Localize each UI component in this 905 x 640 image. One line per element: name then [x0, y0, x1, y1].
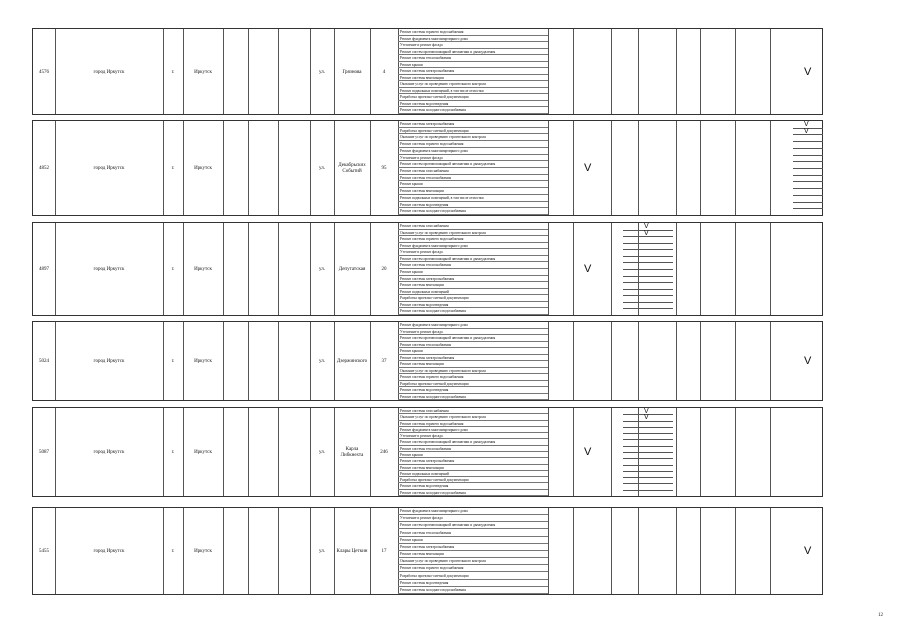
city-name: Иркутск [194, 267, 212, 272]
work-item: Ремонт системы холодного водоснабжения [398, 308, 548, 315]
record-id: 5087 [39, 450, 49, 455]
record-id: 5024 [39, 359, 49, 364]
street-name: Клары Цеткин [336, 549, 368, 554]
works-list [398, 223, 548, 315]
street-type: ул. [318, 549, 326, 554]
city-name: Иркутск [194, 450, 212, 455]
column-divider [573, 322, 574, 400]
column-divider [638, 322, 639, 400]
sub-grid-line [623, 243, 673, 244]
sub-grid [623, 223, 673, 317]
column-divider [611, 322, 612, 400]
sub-grid [793, 121, 823, 217]
small-check-mark: V [644, 414, 649, 422]
work-item: Ремонт системы вентиляции [398, 282, 548, 289]
settlement-type: г. [171, 450, 175, 455]
city-name: Иркутск [194, 166, 212, 171]
column-divider [548, 408, 549, 496]
work-item: Ремонт системы горячего водоснабжения [398, 565, 548, 572]
small-check-mark: V [644, 229, 649, 237]
sub-grid-line [793, 181, 823, 182]
sub-grid-line [623, 302, 673, 303]
work-item: Ремонт системы холодного водоснабжения [398, 107, 548, 114]
street-type: ул. [318, 359, 326, 364]
work-item: Разработка проектно-сметной документации [398, 381, 548, 388]
small-check-mark: V [804, 121, 809, 128]
column-divider [676, 223, 677, 315]
sub-grid-line [623, 433, 673, 434]
settlement-name: город Иркутск [93, 359, 125, 364]
check-mark: V [804, 355, 812, 367]
street-name: Депутатская [338, 267, 366, 272]
check-mark: V [584, 162, 592, 174]
column-divider [248, 121, 249, 215]
record-block [32, 120, 823, 216]
record-id: 4897 [39, 267, 49, 272]
column-divider [223, 121, 224, 215]
column-divider [278, 223, 279, 315]
record-block [32, 321, 823, 401]
work-item: Ремонт системы газоснабжения [398, 168, 548, 175]
work-item: Ремонт системы газоснабжения [398, 408, 548, 414]
column-divider [735, 121, 736, 215]
city-name: Иркутск [194, 69, 212, 75]
column-divider [676, 322, 677, 400]
work-item: Ремонт фундамента многоквартирного дома [398, 36, 548, 43]
work-item: Ремонт систем противопожарной автоматики и дымоудаления [398, 256, 548, 263]
house-number: 37 [381, 359, 387, 364]
sub-grid-line [793, 175, 823, 176]
record-id: 4852 [39, 166, 49, 171]
column-divider [735, 29, 736, 114]
house-number: 4 [382, 69, 386, 75]
column-divider [248, 322, 249, 400]
work-item: Ремонт крыши [398, 537, 548, 544]
work-item: Ремонт систем противопожарной автоматики и дымоудаления [398, 335, 548, 342]
work-item: Ремонт системы теплоснабжения [398, 262, 548, 269]
settlement-type: г. [171, 267, 175, 272]
work-item: Ремонт подвальных помещений, в том числе отмостки [398, 88, 548, 95]
page-number: 12 [878, 613, 883, 618]
sub-grid-line [623, 295, 673, 296]
work-item: Ремонт системы горячего водоснабжения [398, 141, 548, 148]
work-item: Ремонт крыши [398, 62, 548, 69]
column-divider [700, 508, 701, 594]
column-divider [735, 408, 736, 496]
column-divider [611, 121, 612, 215]
check-mark: V [804, 545, 812, 557]
work-item: Ремонт системы электроснабжения [398, 276, 548, 283]
work-item: Ремонт крыши [398, 181, 548, 188]
column-divider [611, 408, 612, 496]
settlement-type: г. [171, 359, 175, 364]
settlement-type: г. [171, 69, 175, 75]
works-list [398, 322, 548, 400]
sub-grid-line [623, 276, 673, 277]
work-item: Ремонт системы электроснабжения [398, 544, 548, 551]
column-divider [248, 223, 249, 315]
works-list [398, 408, 548, 496]
column-divider [278, 29, 279, 114]
work-item: Оказание услуг по проведению строительного контроля [398, 368, 548, 375]
column-divider [770, 322, 771, 400]
work-item: Разработка проектно-сметной документации [398, 477, 548, 483]
works-list [398, 29, 548, 114]
column-divider [700, 29, 701, 114]
sub-grid-line [793, 208, 823, 209]
column-divider [676, 121, 677, 215]
work-item: Ремонт системы теплоснабжения [398, 446, 548, 452]
column-divider [638, 29, 639, 114]
column-divider [573, 508, 574, 594]
column-divider [573, 121, 574, 215]
work-item: Ремонт крыши [398, 269, 548, 276]
sub-grid-line [623, 490, 673, 491]
house-number: 20 [381, 267, 387, 272]
work-item: Ремонт системы вентиляции [398, 75, 548, 82]
street-type: ул. [318, 166, 326, 171]
work-item: Ремонт системы электроснабжения [398, 121, 548, 128]
column-divider [611, 29, 612, 114]
work-item: Ремонт фундамента многоквартирного дома [398, 508, 548, 515]
sub-grid-line [623, 471, 673, 472]
column-divider [611, 508, 612, 594]
sub-grid-line [623, 483, 673, 484]
sub-grid-line [793, 195, 823, 196]
work-item: Ремонт системы горячего водоснабжения [398, 421, 548, 427]
work-item: Ремонт системы вентиляции [398, 188, 548, 195]
column-divider [248, 408, 249, 496]
sub-grid-line [623, 458, 673, 459]
work-item: Ремонт подвальных помещений, в том числе отмостки [398, 195, 548, 202]
column-divider [770, 29, 771, 114]
column-divider [278, 121, 279, 215]
column-divider [223, 508, 224, 594]
small-check-mark: V [804, 127, 809, 135]
work-item: Ремонт системы водоотведения [398, 483, 548, 489]
work-item: Ремонт системы водоотведения [398, 580, 548, 587]
column-divider [638, 508, 639, 594]
column-divider [770, 121, 771, 215]
work-item: Ремонт системы теплоснабжения [398, 55, 548, 62]
work-item: Ремонт системы холодного водоснабжения [398, 587, 548, 594]
column-divider [278, 508, 279, 594]
work-item: Утепление и ремонт фасада [398, 42, 548, 49]
settlement-name: город Иркутск [93, 69, 125, 75]
column-divider [548, 29, 549, 114]
column-divider [548, 322, 549, 400]
column-divider [638, 121, 639, 215]
work-item: Разработка проектно-сметной документации [398, 94, 548, 101]
settlement-type: г. [171, 166, 175, 171]
work-item: Утепление и ремонт фасада [398, 155, 548, 162]
sub-grid-line [623, 256, 673, 257]
settlement-type: г. [171, 549, 175, 554]
record-block [32, 28, 823, 115]
street-name: Карла Либкнехта [340, 447, 364, 458]
sub-grid-line [793, 148, 823, 149]
sub-grid-line [793, 141, 823, 142]
sub-grid-line [623, 249, 673, 250]
work-item: Ремонт системы водоотведения [398, 202, 548, 209]
column-divider [676, 29, 677, 114]
sub-grid-line [623, 446, 673, 447]
column-divider [248, 29, 249, 114]
check-mark: V [584, 446, 592, 458]
works-list [398, 121, 548, 215]
sub-grid-line [623, 308, 673, 309]
settlement-name: город Иркутск [93, 549, 125, 554]
work-item: Ремонт системы холодного водоснабжения [398, 490, 548, 496]
sub-grid-line [623, 262, 673, 263]
work-item: Утепление и ремонт фасада [398, 433, 548, 439]
work-item: Ремонт системы водоотведения [398, 101, 548, 108]
sub-grid-line [793, 188, 823, 189]
sub-grid-line [623, 282, 673, 283]
house-number: 246 [380, 450, 388, 455]
column-divider [770, 223, 771, 315]
column-divider [223, 223, 224, 315]
work-item: Утепление и ремонт фасада [398, 329, 548, 336]
work-item: Ремонт системы холодного водоснабжения [398, 394, 548, 401]
work-item: Ремонт системы газоснабжения [398, 223, 548, 230]
work-item: Ремонт системы вентиляции [398, 465, 548, 471]
work-item: Утепление и ремонт фасада [398, 249, 548, 256]
sub-grid-line [623, 439, 673, 440]
work-item: Ремонт систем противопожарной автоматики и дымоудаления [398, 49, 548, 56]
work-item: Ремонт системы вентиляции [398, 361, 548, 368]
work-item: Ремонт подвальных помещений [398, 471, 548, 477]
record-block [32, 407, 823, 497]
record-id: 5455 [39, 549, 49, 554]
work-item: Разработка проектно-сметной документации [398, 128, 548, 135]
column-divider [770, 408, 771, 496]
sub-grid-line [623, 452, 673, 453]
column-divider [278, 408, 279, 496]
street-name: Декабрьских Событий [338, 163, 366, 174]
work-item: Ремонт системы горячего водоснабжения [398, 236, 548, 243]
work-item: Ремонт крыши [398, 348, 548, 355]
column-divider [573, 29, 574, 114]
column-divider [223, 322, 224, 400]
work-item: Ремонт системы электроснабжения [398, 458, 548, 464]
work-item: Ремонт системы электроснабжения [398, 68, 548, 75]
work-item: Ремонт системы теплоснабжения [398, 530, 548, 537]
column-divider [700, 408, 701, 496]
street-name: Дзержинского [336, 359, 368, 364]
column-divider [770, 508, 771, 594]
street-type: ул. [318, 267, 326, 272]
work-item: Разработка проектно-сметной документации [398, 295, 548, 302]
work-item: Оказание услуг по проведению строительного контроля [398, 230, 548, 237]
house-number: 95 [381, 166, 387, 171]
works-list [398, 508, 548, 594]
work-item: Оказание услуг по проведению строительного контроля [398, 81, 548, 88]
sub-grid-line [623, 269, 673, 270]
work-item: Ремонт системы вентиляции [398, 551, 548, 558]
record-id: 4576 [39, 69, 49, 75]
sub-grid-line [793, 202, 823, 203]
street-type: ул. [318, 69, 326, 75]
small-check-mark: V [644, 223, 649, 230]
work-item: Ремонт системы теплоснабжения [398, 175, 548, 182]
work-item: Ремонт системы водоотведения [398, 302, 548, 309]
column-divider [548, 223, 549, 315]
work-item: Ремонт фундамента многоквартирного дома [398, 427, 548, 433]
column-divider [735, 508, 736, 594]
work-item: Ремонт системы теплоснабжения [398, 342, 548, 349]
column-divider [548, 508, 549, 594]
column-divider [735, 322, 736, 400]
sub-grid-line [793, 168, 823, 169]
work-item: Ремонт системы горячего водоснабжения [398, 374, 548, 381]
settlement-name: город Иркутск [93, 267, 125, 272]
work-item: Ремонт систем противопожарной автоматики и дымоудаления [398, 161, 548, 168]
column-divider [676, 408, 677, 496]
work-item: Ремонт системы холодного водоснабжения [398, 208, 548, 215]
work-item: Разработка проектно-сметной документации [398, 573, 548, 580]
sub-grid-line [623, 465, 673, 466]
column-divider [223, 408, 224, 496]
work-item: Оказание услуг по проведению строительного контроля [398, 134, 548, 141]
column-divider [573, 408, 574, 496]
check-mark: V [584, 263, 592, 275]
column-divider [248, 508, 249, 594]
sub-grid-line [623, 289, 673, 290]
column-divider [223, 29, 224, 114]
street-name: Грязнова [342, 69, 362, 75]
work-item: Оказание услуг по проведению строительного контроля [398, 558, 548, 565]
work-item: Оказание услуг по проведению строительного контроля [398, 414, 548, 420]
city-name: Иркутск [194, 549, 212, 554]
work-item: Ремонт крыши [398, 452, 548, 458]
settlement-name: город Иркутск [93, 450, 125, 455]
column-divider [278, 322, 279, 400]
column-divider [548, 121, 549, 215]
sub-grid-line [623, 477, 673, 478]
work-item: Ремонт системы водоотведения [398, 387, 548, 394]
house-number: 17 [381, 549, 387, 554]
small-check-mark: V [644, 408, 649, 415]
column-divider [700, 121, 701, 215]
settlement-name: город Иркутск [93, 166, 125, 171]
column-divider [700, 223, 701, 315]
sub-grid [623, 408, 673, 498]
city-name: Иркутск [194, 359, 212, 364]
work-item: Ремонт системы горячего водоснабжения [398, 29, 548, 36]
sub-grid-line [793, 161, 823, 162]
column-divider [700, 322, 701, 400]
work-item: Ремонт фундамента многоквартирного дома [398, 243, 548, 250]
column-divider [735, 223, 736, 315]
sub-grid-line [623, 427, 673, 428]
sub-grid-line [793, 155, 823, 156]
record-block [32, 507, 823, 595]
column-divider [573, 223, 574, 315]
work-item: Ремонт систем противопожарной автоматики и дымоудаления [398, 439, 548, 445]
work-item: Ремонт систем противопожарной автоматики и дымоудаления [398, 522, 548, 529]
work-item: Ремонт фундамента многоквартирного дома [398, 322, 548, 329]
work-item: Ремонт фундамента многоквартирного дома [398, 148, 548, 155]
column-divider [611, 223, 612, 315]
street-type: ул. [318, 450, 326, 455]
work-item: Ремонт системы электроснабжения [398, 355, 548, 362]
work-item: Утепление и ремонт фасада [398, 515, 548, 522]
column-divider [676, 508, 677, 594]
work-item: Ремонт подвальных помещений [398, 289, 548, 296]
check-mark: V [804, 65, 812, 78]
record-block [32, 222, 823, 316]
